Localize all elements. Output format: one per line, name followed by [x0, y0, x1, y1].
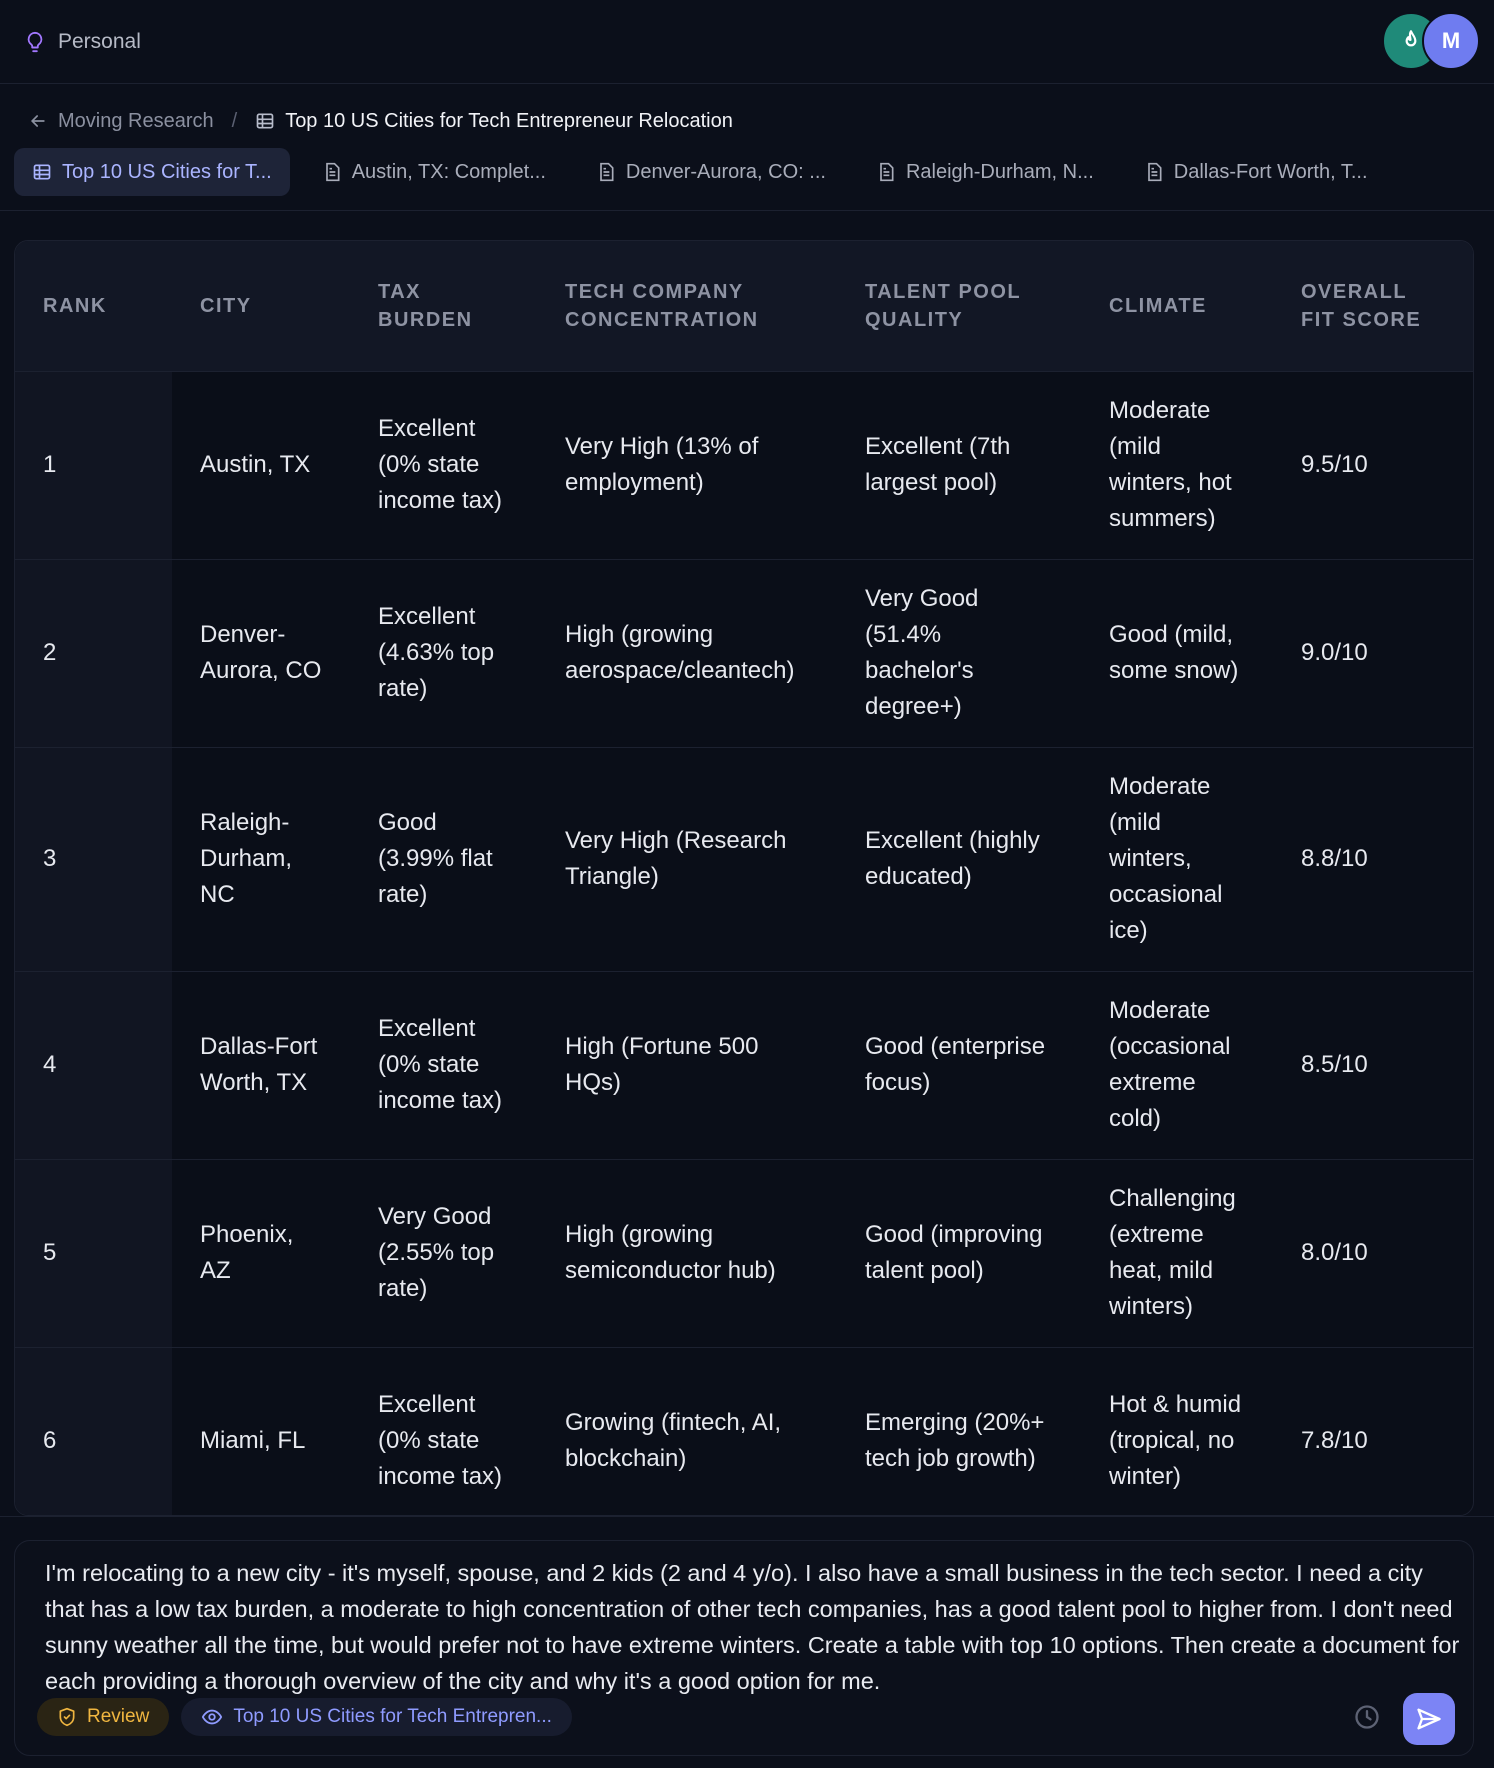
tab-label: Denver-Aurora, CO: ...: [625, 160, 826, 183]
table-cell: Good (3.99% flat rate): [350, 747, 537, 971]
tab-label: Austin, TX: Complet...: [351, 160, 546, 183]
breadcrumb: [28, 108, 733, 134]
cities-table: [15, 241, 1474, 1516]
column-header[interactable]: OVERALL FIT SCORE: [1273, 241, 1474, 371]
table-cell: Good (improving talent pool): [837, 1159, 1081, 1347]
breadcrumb-current-label: Top 10 US Cities for Tech Entrepreneur Relocation: [285, 109, 733, 132]
table-cell: Austin, TX: [172, 371, 350, 559]
send-icon: [1415, 1705, 1443, 1733]
table-cell: Excellent (7th largest pool): [837, 371, 1081, 559]
table-cell: High (growing aerospace/cleantech): [537, 559, 837, 747]
shield-check-icon: [57, 1707, 77, 1727]
table-row: [15, 1159, 1474, 1347]
lightbulb-icon: [24, 31, 46, 53]
avatar-group: [1382, 12, 1480, 70]
composer-divider: [0, 1516, 1494, 1517]
table-cell: Denver-Aurora, CO: [172, 559, 350, 747]
tab-label: Dallas-Fort Worth, T...: [1173, 160, 1368, 183]
table-cell: Hot & humid (tropical, no winter): [1081, 1347, 1273, 1516]
breadcrumb-separator: /: [231, 109, 238, 132]
table-row: [15, 371, 1474, 559]
table-cell: Excellent (4.63% top rate): [350, 559, 537, 747]
table-cell: Excellent (0% state income tax): [350, 371, 537, 559]
cities-table-container[interactable]: [14, 240, 1474, 1516]
document-icon: [322, 162, 342, 182]
document-icon: [596, 162, 616, 182]
column-header[interactable]: CLIMATE: [1081, 241, 1273, 371]
table-cell: Moderate (mild winters, occasional ice): [1081, 747, 1273, 971]
flame-icon: [1398, 28, 1424, 54]
table-row: [15, 971, 1474, 1159]
breadcrumb-parent-label: Moving Research: [58, 109, 214, 132]
table-cell: Phoenix, AZ: [172, 1159, 350, 1347]
table-cell: High (growing semiconductor hub): [537, 1159, 837, 1347]
table-cell: 7.8/10: [1273, 1347, 1474, 1516]
table-cell: 5: [15, 1159, 172, 1347]
tab-austin-doc[interactable]: [304, 148, 564, 196]
table-cell: 9.5/10: [1273, 371, 1474, 559]
document-icon: [1144, 162, 1164, 182]
user-avatar[interactable]: M: [1422, 12, 1480, 70]
table-cell: Very Good (2.55% top rate): [350, 1159, 537, 1347]
table-cell: Excellent (0% state income tax): [350, 971, 537, 1159]
table-header-row: [15, 241, 1474, 371]
table-cell: 4: [15, 971, 172, 1159]
context-source-label: Top 10 US Cities for Tech Entrepren...: [233, 1706, 552, 1727]
table-cell: High (Fortune 500 HQs): [537, 971, 837, 1159]
table-cell: Excellent (highly educated): [837, 747, 1081, 971]
breadcrumb-current: [255, 110, 733, 133]
workspace-switcher[interactable]: [24, 30, 141, 54]
table-cell: Very High (13% of employment): [537, 371, 837, 559]
table-cell: Challenging (extreme heat, mild winters): [1081, 1159, 1273, 1347]
tab-label: Raleigh-Durham, N...: [905, 160, 1094, 183]
column-header[interactable]: RANK: [15, 241, 172, 371]
review-chip-label: Review: [87, 1706, 150, 1727]
tab-denver-doc[interactable]: [578, 148, 844, 196]
table-cell: 2: [15, 559, 172, 747]
composer-chips: [37, 1698, 572, 1736]
top-bar: [0, 0, 1494, 84]
tab-top-10-table[interactable]: [14, 148, 290, 196]
table-cell: Excellent (0% state income tax): [350, 1347, 537, 1516]
table-cell: 8.8/10: [1273, 747, 1474, 971]
table-row: [15, 747, 1474, 971]
column-header[interactable]: TALENT POOL QUALITY: [837, 241, 1081, 371]
clock-icon[interactable]: [1353, 1703, 1381, 1731]
column-header[interactable]: CITY: [172, 241, 350, 371]
table-cell: 1: [15, 371, 172, 559]
review-chip[interactable]: [37, 1698, 169, 1736]
send-button[interactable]: [1403, 1693, 1455, 1745]
tab-dallas-doc[interactable]: [1126, 148, 1386, 196]
workspace-label: Personal: [58, 29, 141, 53]
table-cell: Growing (fintech, AI, blockchain): [537, 1347, 837, 1516]
context-source-chip[interactable]: [181, 1698, 572, 1736]
table-cell: Miami, FL: [172, 1347, 350, 1516]
message-composer: [14, 1540, 1474, 1756]
table-cell: 8.0/10: [1273, 1159, 1474, 1347]
table-cell: Very Good (51.4% bachelor's degree+): [837, 559, 1081, 747]
arrow-left-icon: [28, 111, 48, 131]
prompt-input[interactable]: I'm relocating to a new city - it's myself, spouse, and 2 kids (2 and 4 y/o). I also have a small business in the tech sector. I need a city that has a low tax burden, a moderate to high concentration of other tech companies, has a good talent pool to higher from. I don't need sunny weather all the time, but would prefer not to have extreme winters. Create a table with top 10 options. Then create a document for each providing a thorough overview of the city and why it's a good option for me.: [45, 1560, 1460, 1694]
table-cell: Good (mild, some snow): [1081, 559, 1273, 747]
column-header[interactable]: TAX BURDEN: [350, 241, 537, 371]
document-icon: [876, 162, 896, 182]
breadcrumb-parent-link[interactable]: [28, 110, 214, 133]
document-tabs: [14, 148, 1400, 196]
table-cell: 8.5/10: [1273, 971, 1474, 1159]
table-icon: [255, 111, 275, 131]
tab-label: Top 10 US Cities for T...: [62, 160, 272, 183]
table-row: [15, 1347, 1474, 1516]
table-row: [15, 559, 1474, 747]
table-cell: Emerging (20%+ tech job growth): [837, 1347, 1081, 1516]
table-cell: Raleigh-Durham, NC: [172, 747, 350, 971]
table-cell: Dallas-Fort Worth, TX: [172, 971, 350, 1159]
tab-raleigh-doc[interactable]: [858, 148, 1112, 196]
column-header[interactable]: TECH COMPANY CONCENTRATION: [537, 241, 837, 371]
table-cell: Good (enterprise focus): [837, 971, 1081, 1159]
table-icon: [32, 162, 52, 182]
table-cell: 6: [15, 1347, 172, 1516]
table-cell: 9.0/10: [1273, 559, 1474, 747]
table-cell: Very High (Research Triangle): [537, 747, 837, 971]
table-cell: 3: [15, 747, 172, 971]
tabs-divider: [0, 210, 1494, 211]
table-cell: Moderate (occasional extreme cold): [1081, 971, 1273, 1159]
table-cell: Moderate (mild winters, hot summers): [1081, 371, 1273, 559]
eye-icon: [201, 1706, 223, 1728]
